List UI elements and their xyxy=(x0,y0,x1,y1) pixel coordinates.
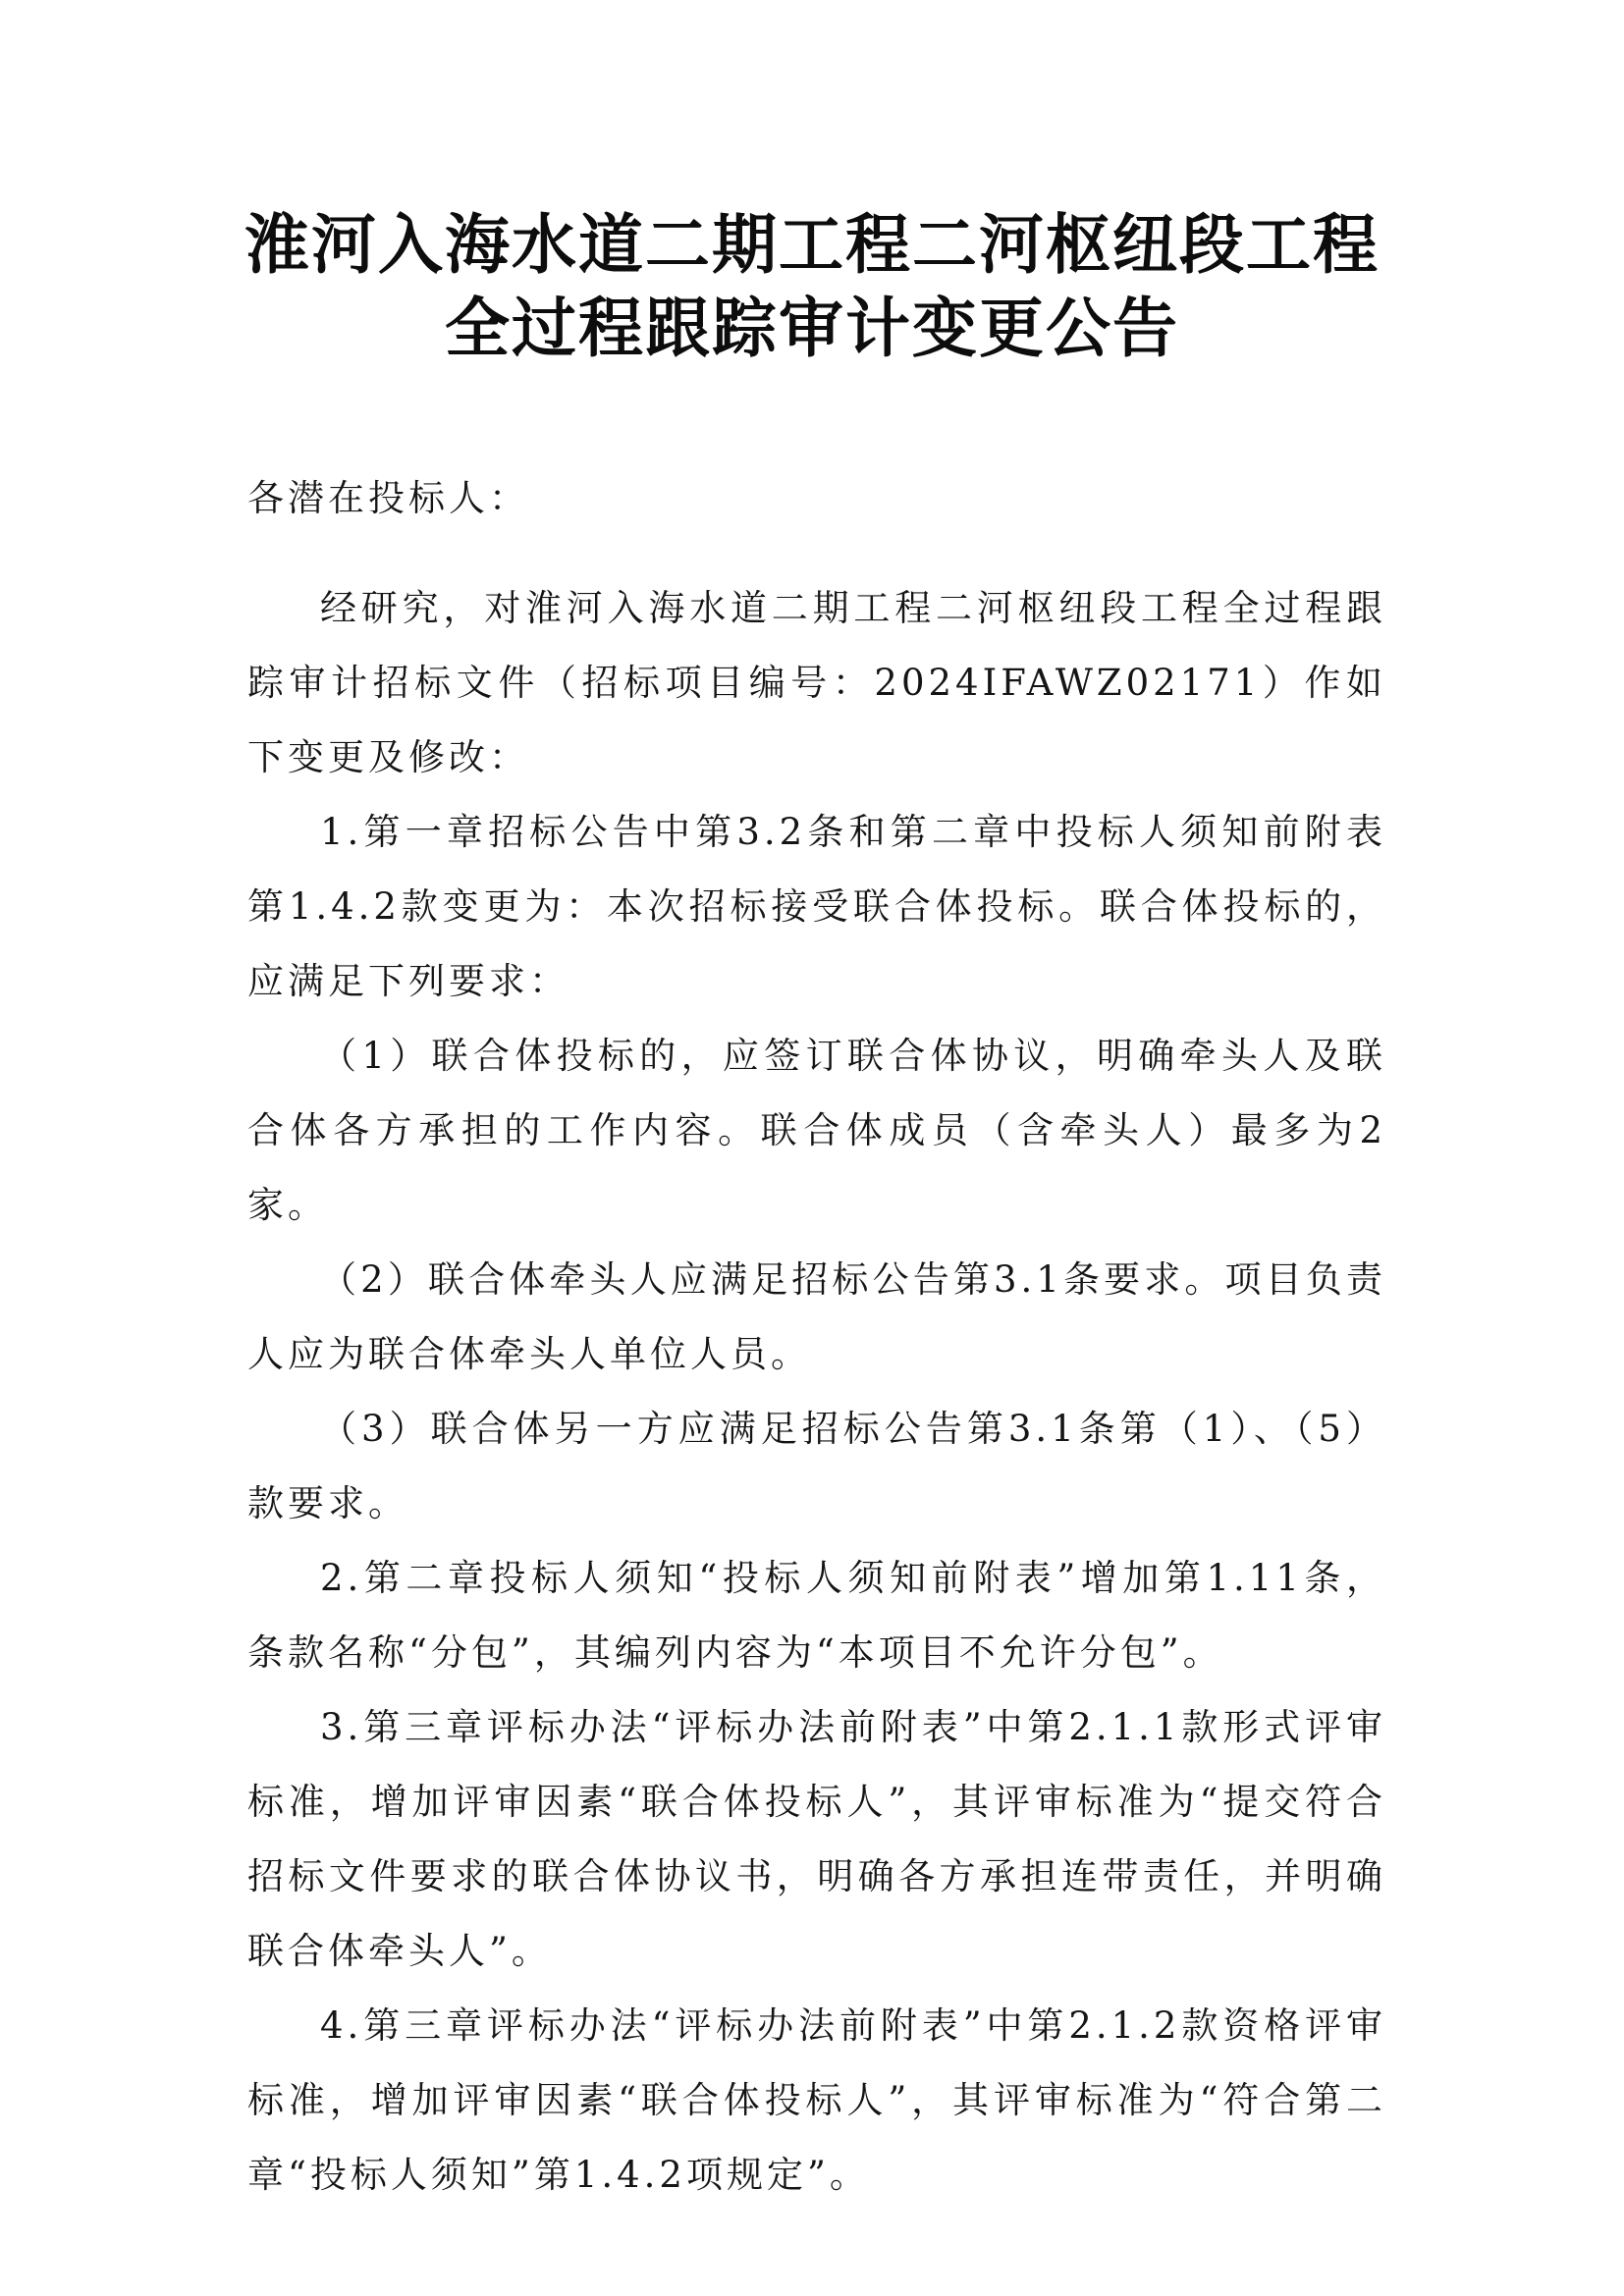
paragraph-item-1-sub-1: （1）联合体投标的，应签订联合体协议，明确牵头人及联合体各方承担的工作内容。联合体成员（含牵头人）最多为2家。 xyxy=(247,1035,1386,1226)
paragraph-item-4: 4.第三章评标办法“评标办法前附表”中第2.1.2款资格评审标准，增加评审因素“联合体投标人”，其评审标准为“符合第二章“投标人须知”第1.4.2项规定”。 xyxy=(247,2004,1386,2196)
paragraph-item-1-sub-2: （2）联合体牵头人应满足招标公告第3.1条要求。项目负责人应为联合体牵头人单位人员。 xyxy=(247,1258,1386,1375)
paragraph-item-2: 2.第二章投标人须知“投标人须知前附表”增加第1.11条，条款名称“分包”，其编列内容为“本项目不允许分包”。 xyxy=(247,1557,1386,1674)
paragraph-item-1-sub-3: （3）联合体另一方应满足招标公告第3.1条第（1）、（5）款要求。 xyxy=(247,1408,1386,1524)
paragraph-item-1: 1.第一章招标公告中第3.2条和第二章中投标人须知前附表第1.4.2款变更为：本次招标接受联合体投标。联合体投标的，应满足下列要求： xyxy=(247,811,1386,1002)
paragraph-item-3: 3.第三章评标办法“评标办法前附表”中第2.1.1款形式评审标准，增加评审因素“联合体投标人”，其评审标准为“提交符合招标文件要求的联合体协议书，明确各方承担连带责任，并明确联合体牵头人”。 xyxy=(247,1706,1386,1972)
paragraph-intro: 经研究，对淮河入海水道二期工程二河枢纽段工程全过程跟踪审计招标文件（招标项目编号：2024IFAWZ02171）作如下变更及修改： xyxy=(247,587,1386,778)
salutation: 各潜在投标人： xyxy=(247,477,529,519)
document-title-line-1: 淮河入海水道二期工程二河枢纽段工程 xyxy=(244,207,1380,283)
document-title-line-2: 全过程跟踪审计变更公告 xyxy=(445,291,1179,366)
document-body xyxy=(247,461,1386,2213)
